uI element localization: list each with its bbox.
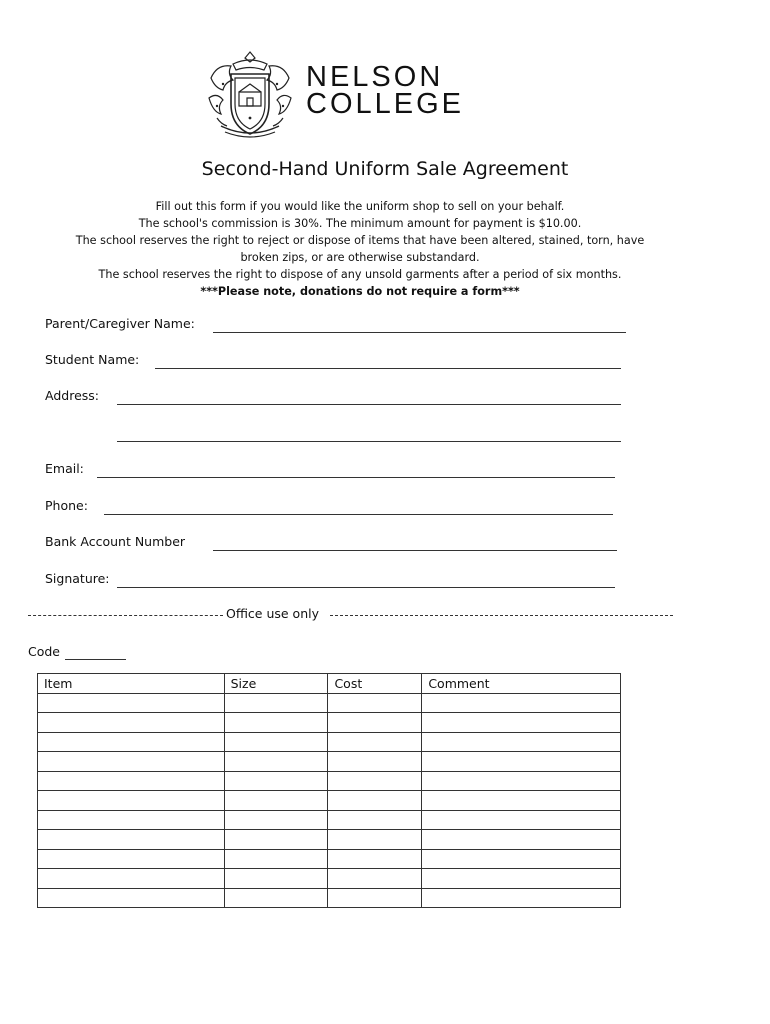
table-cell[interactable] xyxy=(224,791,328,811)
table-row xyxy=(38,693,621,713)
table-cell[interactable] xyxy=(422,771,621,791)
header-size: Size xyxy=(224,674,328,694)
bank-account-line[interactable] xyxy=(213,550,617,551)
table-cell[interactable] xyxy=(328,849,422,869)
header-item: Item xyxy=(38,674,225,694)
table-cell[interactable] xyxy=(38,830,225,850)
table-cell[interactable] xyxy=(224,752,328,772)
table-row xyxy=(38,849,621,869)
phone-field[interactable] xyxy=(45,498,615,516)
code-field[interactable] xyxy=(28,644,128,662)
table-cell[interactable] xyxy=(422,791,621,811)
table-cell[interactable] xyxy=(38,810,225,830)
table-row xyxy=(38,752,621,772)
divider-dash-left xyxy=(28,615,223,616)
student-name-label: Student Name: xyxy=(45,352,140,367)
table-cell[interactable] xyxy=(328,888,422,908)
signature-line[interactable] xyxy=(117,587,615,588)
intro-line: broken zips, or are otherwise substandard. xyxy=(240,251,480,264)
table-cell[interactable] xyxy=(38,752,225,772)
table-cell[interactable] xyxy=(224,849,328,869)
table-cell[interactable] xyxy=(328,810,422,830)
student-name-field[interactable] xyxy=(45,352,623,370)
table-cell[interactable] xyxy=(422,830,621,850)
intro-line: The school's commission is 30%. The minimum amount for payment is $10.00. xyxy=(138,217,582,230)
table-cell[interactable] xyxy=(422,810,621,830)
table-header-row xyxy=(38,674,621,694)
table-cell[interactable] xyxy=(422,849,621,869)
table-cell[interactable] xyxy=(38,849,225,869)
brand-wordmark xyxy=(306,61,464,120)
student-name-line[interactable] xyxy=(155,368,621,369)
table-cell[interactable] xyxy=(224,888,328,908)
table-cell[interactable] xyxy=(38,888,225,908)
bank-account-field[interactable] xyxy=(45,534,619,552)
school-crest-icon xyxy=(203,48,297,142)
donation-note: ***Please note, donations do not require a form*** xyxy=(200,285,520,298)
page-title: Second-Hand Uniform Sale Agreement xyxy=(201,158,569,180)
table-cell[interactable] xyxy=(422,752,621,772)
table-row xyxy=(38,713,621,733)
table-cell[interactable] xyxy=(224,732,328,752)
address-label: Address: xyxy=(45,388,99,403)
brand-line-2: COLLEGE xyxy=(306,88,464,120)
table-cell[interactable] xyxy=(224,713,328,733)
table-cell[interactable] xyxy=(38,869,225,889)
table-cell[interactable] xyxy=(328,869,422,889)
email-label: Email: xyxy=(45,461,84,476)
table-cell[interactable] xyxy=(38,693,225,713)
intro-line: The school reserves the right to reject or dispose of items that have been altered, stained, torn, have xyxy=(75,234,645,247)
address-line-1[interactable] xyxy=(117,404,621,405)
signature-field[interactable] xyxy=(45,571,617,589)
header-cost: Cost xyxy=(328,674,422,694)
table-cell[interactable] xyxy=(422,693,621,713)
intro-line: Fill out this form if you would like the uniform shop to sell on your behalf. xyxy=(155,200,565,213)
table-row xyxy=(38,791,621,811)
phone-line[interactable] xyxy=(104,514,613,515)
table-cell[interactable] xyxy=(422,732,621,752)
parent-name-line[interactable] xyxy=(213,332,626,333)
office-use-label: Office use only xyxy=(226,606,319,621)
intro-text xyxy=(40,198,680,300)
intro-line: The school reserves the right to dispose of any unsold garments after a period of six months. xyxy=(98,268,622,281)
brand-line-1: NELSON xyxy=(306,61,444,93)
phone-label: Phone: xyxy=(45,498,88,513)
table-cell[interactable] xyxy=(38,713,225,733)
table-row xyxy=(38,810,621,830)
table-cell[interactable] xyxy=(328,693,422,713)
office-use-divider xyxy=(28,606,673,624)
items-table xyxy=(37,673,621,908)
parent-name-field[interactable] xyxy=(45,316,627,334)
address-field[interactable] xyxy=(45,388,623,406)
table-cell[interactable] xyxy=(224,693,328,713)
table-cell[interactable] xyxy=(328,732,422,752)
table-cell[interactable] xyxy=(224,810,328,830)
code-line[interactable] xyxy=(65,659,126,660)
table-cell[interactable] xyxy=(422,713,621,733)
bank-account-label: Bank Account Number xyxy=(45,534,186,549)
table-cell[interactable] xyxy=(38,732,225,752)
table-cell[interactable] xyxy=(328,713,422,733)
table-cell[interactable] xyxy=(328,830,422,850)
divider-dash-right xyxy=(330,615,673,616)
table-row xyxy=(38,732,621,752)
table-cell[interactable] xyxy=(224,830,328,850)
table-cell[interactable] xyxy=(224,869,328,889)
header-comment: Comment xyxy=(422,674,621,694)
code-label: Code xyxy=(28,644,61,659)
parent-name-label: Parent/Caregiver Name: xyxy=(45,316,195,331)
signature-label: Signature: xyxy=(45,571,110,586)
table-cell[interactable] xyxy=(422,869,621,889)
table-row xyxy=(38,888,621,908)
table-cell[interactable] xyxy=(38,771,225,791)
table-cell[interactable] xyxy=(328,771,422,791)
table-cell[interactable] xyxy=(328,791,422,811)
address-line-2[interactable] xyxy=(117,441,621,442)
table-cell[interactable] xyxy=(328,752,422,772)
address-field-2[interactable] xyxy=(45,425,623,443)
table-cell[interactable] xyxy=(224,771,328,791)
table-cell[interactable] xyxy=(38,791,225,811)
table-row xyxy=(38,869,621,889)
email-line[interactable] xyxy=(97,477,615,478)
table-row xyxy=(38,830,621,850)
table-row xyxy=(38,771,621,791)
table-cell[interactable] xyxy=(422,888,621,908)
email-field[interactable] xyxy=(45,461,617,479)
